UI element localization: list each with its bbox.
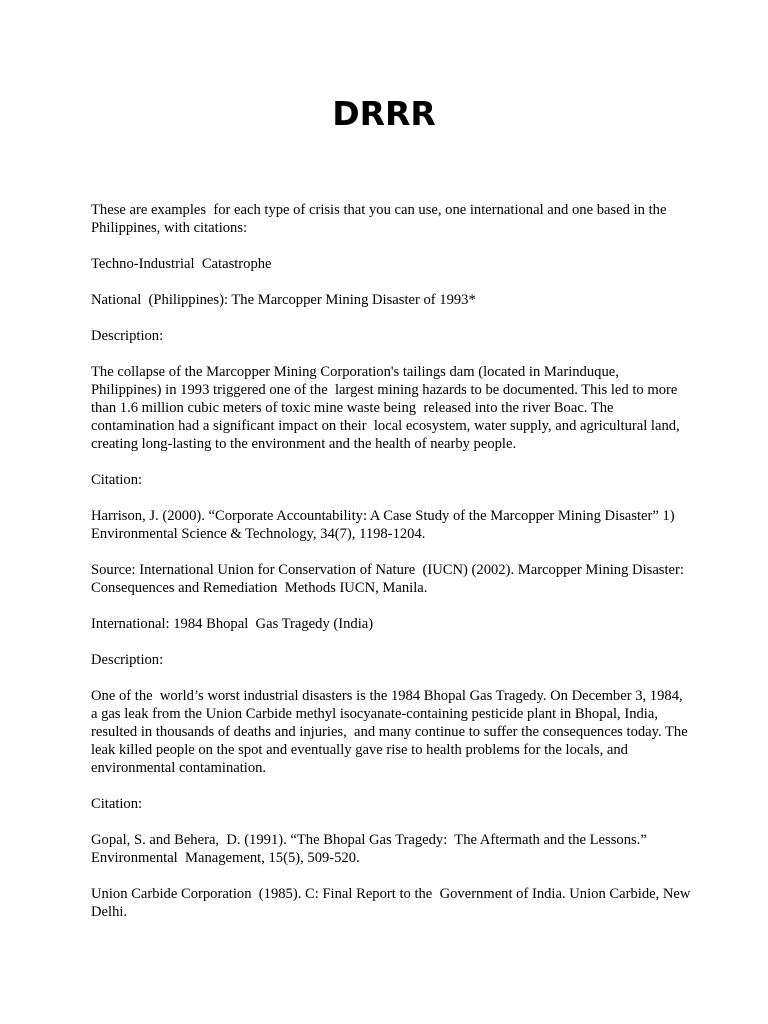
document-body	[91, 201, 696, 939]
citation-iucn: Source: International Union for Conservation of Nature (IUCN) (2002). Marcopper Mining Disaster: Consequences and Remediation Methods IUCN, Manila.	[91, 562, 688, 596]
section-heading-techno-industrial: Techno-Industrial Catastrophe	[91, 256, 272, 272]
marcopper-description: The collapse of the Marcopper Mining Corporation's tailings dam (located in Marinduque, Philippines) in 1993 triggered one of the largest mining hazards to be documented. This led to more than 1.6 million cubic meters of toxic mine waste being released into the river Boac. The contamination had a significant impact on their local ecosystem, water supply, and agricultural land, creating long-lasting to the environment and the health of nearby people.	[91, 364, 684, 452]
citation-union-carbide: Union Carbide Corporation (1985). C: Final Report to the Government of India. Union Carbide, New Delhi.	[91, 886, 695, 920]
document-title: DRRR	[332, 94, 436, 133]
description-label: Description:	[91, 652, 164, 668]
citation-label: Citation:	[91, 472, 143, 488]
international-example-heading: International: 1984 Bhopal Gas Tragedy (India)	[91, 616, 374, 632]
citation-harrison: Harrison, J. (2000). “Corporate Accountability: A Case Study of the Marcopper Mining Disaster” 1) Environmental Science & Technology, 34(7), 1198-1204.	[91, 508, 682, 542]
national-example-heading: National (Philippines): The Marcopper Mining Disaster of 1993*	[91, 292, 476, 308]
citation-label: Citation:	[91, 796, 143, 812]
intro-paragraph: These are examples for each type of crisis that you can use, one international and one based in the Philippines, with citations:	[91, 202, 671, 236]
description-label: Description:	[91, 328, 164, 344]
bhopal-description: One of the world’s worst industrial disasters is the 1984 Bhopal Gas Tragedy. On December 3, 1984, a gas leak from the Union Carbide methyl isocyanate-containing pesticide plant in Bhopal, India, resulted in thousands of deaths and injuries, and many continue to suffer the consequences today. The leak killed people on the spot and eventually gave rise to health problems for the locals, and environmental contamination.	[91, 688, 696, 776]
citation-gopal: Gopal, S. and Behera, D. (1991). “The Bhopal Gas Tragedy: The Aftermath and the Lessons.” Environmental Management, 15(5), 509-520.	[91, 832, 651, 866]
